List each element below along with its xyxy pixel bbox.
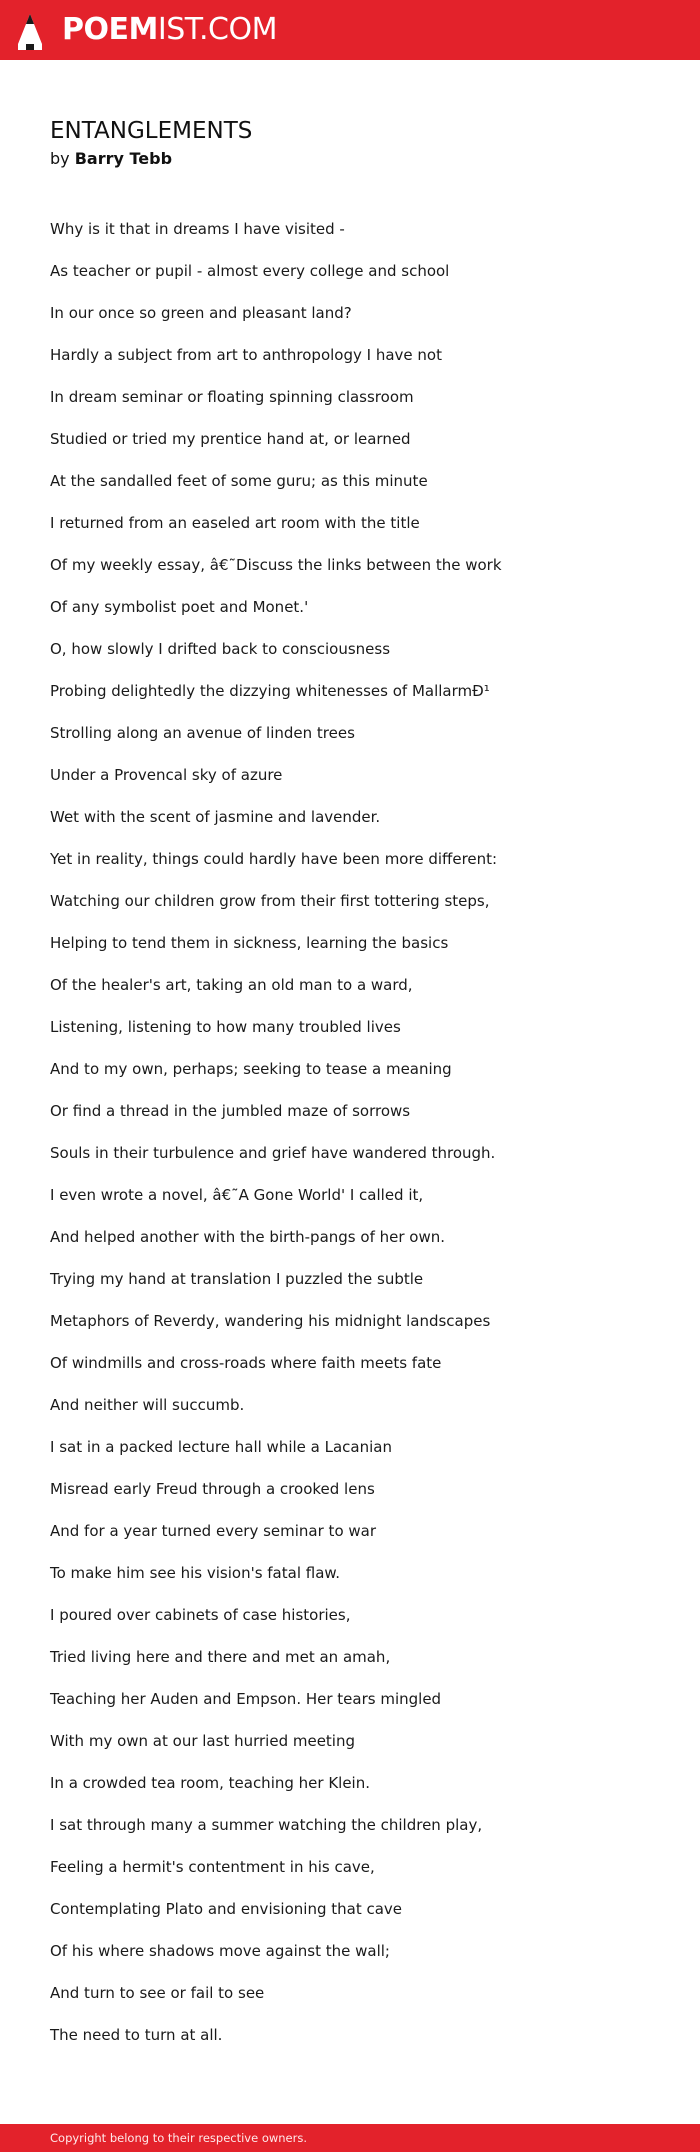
poem-line: Feeling a hermit's contentment in his cave,	[50, 1858, 375, 1876]
poem-line: Teaching her Auden and Empson. Her tears mingled	[50, 1690, 442, 1708]
poem-line: And to my own, perhaps; seeking to tease a meaning	[50, 1060, 452, 1078]
poem-line: O, how slowly I drifted back to consciousness	[50, 640, 391, 658]
poem-line: Or find a thread in the jumbled maze of sorrows	[50, 1102, 411, 1120]
poem-line: I sat through many a summer watching the children play,	[50, 1816, 483, 1834]
poem-line: To make him see his vision's fatal flaw.	[50, 1564, 341, 1582]
poem-line: Metaphors of Reverdy, wandering his midnight landscapes	[50, 1312, 491, 1330]
poem-body	[50, 218, 650, 2066]
poem-line: Yet in reality, things could hardly have been more different:	[50, 850, 498, 868]
poem-line: Under a Provencal sky of azure	[50, 766, 283, 784]
site-logo[interactable]	[62, 12, 277, 48]
site-footer	[0, 2124, 700, 2152]
poem-line: And helped another with the birth-pangs of her own.	[50, 1228, 446, 1246]
byline	[50, 148, 252, 170]
poem-line: Probing delightedly the dizzying whitenesses of MallarmÐ¹	[50, 682, 490, 700]
poem-line: And neither will succumb.	[50, 1396, 245, 1414]
by-label: by	[50, 149, 70, 168]
poem-line: And turn to see or fail to see	[50, 1984, 265, 2002]
logo-light-text: IST.COM	[157, 12, 277, 47]
poem-line: Of his where shadows move against the wall;	[50, 1942, 390, 1960]
poem-line: Of windmills and cross-roads where faith meets fate	[50, 1354, 442, 1372]
copyright-text: Copyright belong to their respective owners.	[50, 2131, 308, 2145]
poem-line: In our once so green and pleasant land?	[50, 304, 352, 322]
poem-heading	[50, 116, 252, 170]
poem-line: Of any symbolist poet and Monet.'	[50, 598, 309, 616]
poem-line: Why is it that in dreams I have visited -	[50, 220, 345, 238]
poem-line: In a crowded tea room, teaching her Klein.	[50, 1774, 371, 1792]
poem-line: Listening, listening to how many troubled lives	[50, 1018, 401, 1036]
poem-line: Contemplating Plato and envisioning that cave	[50, 1900, 403, 1918]
poem-line: Tried living here and there and met an amah,	[50, 1648, 391, 1666]
poem-line: Hardly a subject from art to anthropology I have not	[50, 346, 442, 364]
poem-line: Of the healer's art, taking an old man to a ward,	[50, 976, 413, 994]
poem-line: Studied or tried my prentice hand at, or learned	[50, 430, 411, 448]
poem-line: I even wrote a novel, â€˜A Gone World' I called it,	[50, 1186, 424, 1204]
poem-title: ENTANGLEMENTS	[50, 118, 253, 144]
poem-line: In dream seminar or floating spinning classroom	[50, 388, 414, 406]
poem-line: Wet with the scent of jasmine and lavender.	[50, 808, 381, 826]
poem-line: I returned from an easeled art room with the title	[50, 514, 420, 532]
poem-line: I poured over cabinets of case histories,	[50, 1606, 351, 1624]
poem-line: Strolling along an avenue of linden trees	[50, 724, 355, 742]
poem-line: With my own at our last hurried meeting	[50, 1732, 356, 1750]
poem-line: Trying my hand at translation I puzzled the subtle	[50, 1270, 424, 1288]
pencil-icon[interactable]	[16, 12, 44, 52]
poem-line: The need to turn at all.	[50, 2026, 223, 2044]
poem-line: At the sandalled feet of some guru; as this minute	[50, 472, 428, 490]
author-name[interactable]: Barry Tebb	[74, 149, 173, 168]
poem-line: Souls in their turbulence and grief have wandered through.	[50, 1144, 496, 1162]
poem-line: And for a year turned every seminar to war	[50, 1522, 377, 1540]
poem-line: Helping to tend them in sickness, learning the basics	[50, 934, 449, 952]
site-header	[0, 0, 700, 60]
poem-line: Misread early Freud through a crooked lens	[50, 1480, 375, 1498]
poem-line: Of my weekly essay, â€˜Discuss the links between the work	[50, 556, 502, 574]
logo-bold-text: POEM	[62, 12, 158, 47]
poem-line: I sat in a packed lecture hall while a Lacanian	[50, 1438, 392, 1456]
poem-line: As teacher or pupil - almost every college and school	[50, 262, 450, 280]
poem-line: Watching our children grow from their first tottering steps,	[50, 892, 490, 910]
